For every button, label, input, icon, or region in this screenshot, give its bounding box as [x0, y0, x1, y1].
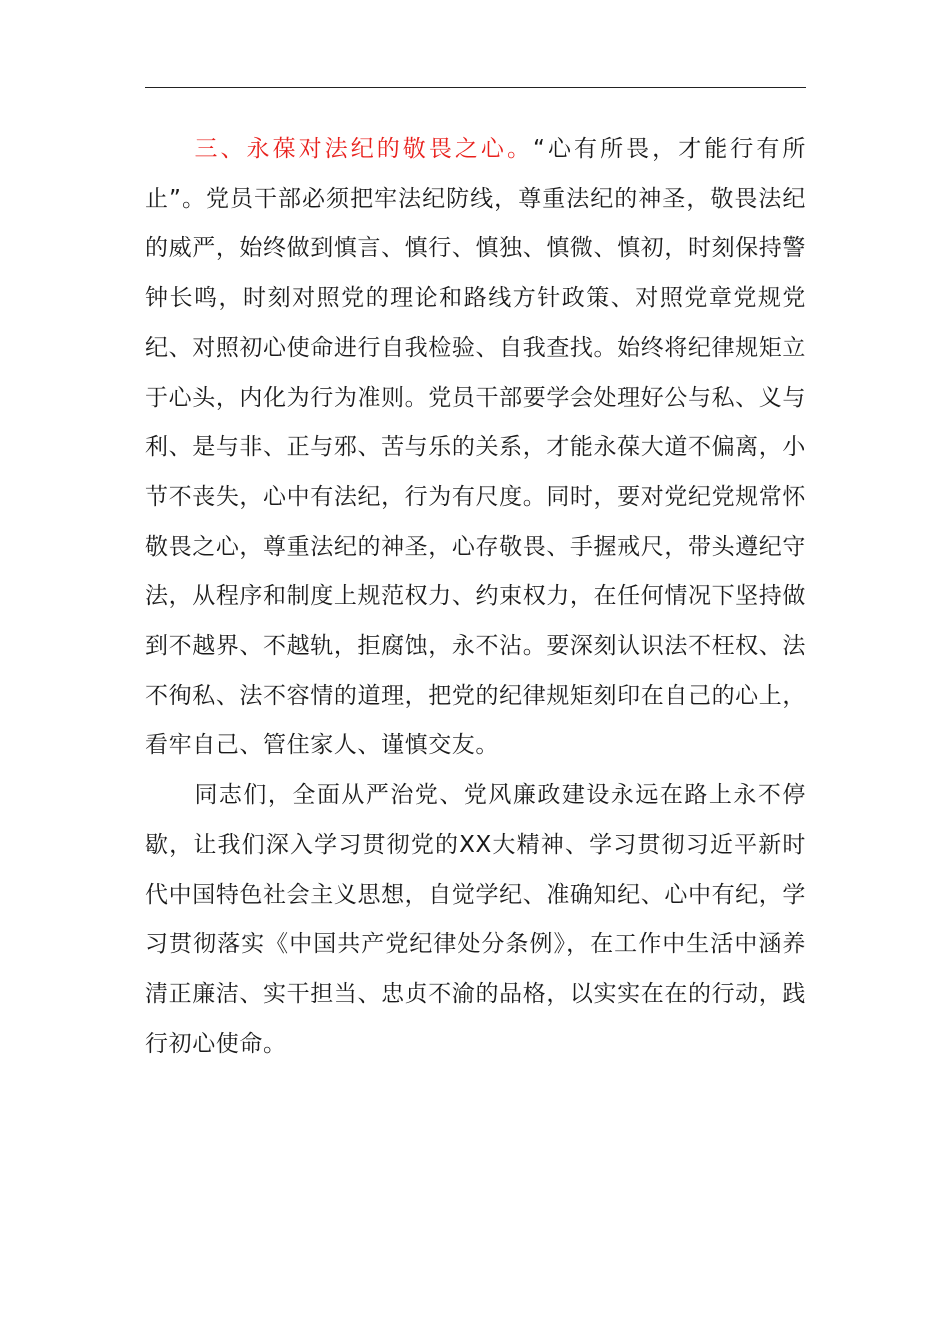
paragraph-closing — [145, 771, 806, 1069]
paragraph-text: “心有所畏，才能行有所止”。党员干部必须把牢法纪防线，尊重法纪的神圣，敬畏法纪的威严，始终做到慎言、慎行、慎独、慎微、慎初，时刻保持警钟长鸣，时刻对照党的理论和路线方针政策、对照党章党规党纪、对照初心使命进行自我检验、自我查找。始终将纪律规矩立于心头，内化为行为准则。党员干部要学会处理好公与私、义与利、是与非、正与邪、苦与乐的关系，才能永葆大道不偏离，小节不丧失，心中有法纪，行为有尺度。同时，要对党纪党规常怀敬畏之心，尊重法纪的神圣，心存敬畏、手握戒尺，带头遵纪守法，从程序和制度上规范权力、约束权力，在任何情况下坚持做到不越界、不越轨，拒腐蚀，永不沾。要深刻认识法不枉权、法不徇私、法不容情的道理，把党的纪律规矩刻印在自己的心上，看牢自己、管住家人、谨慎交友。 — [145, 136, 806, 759]
document-body — [145, 125, 806, 1069]
paragraph-discipline — [145, 125, 806, 771]
header-rule — [145, 87, 806, 88]
section-heading: 三、永葆对法纪的敬畏之心。 — [194, 136, 534, 162]
paragraph-text: 同志们，全面从严治党、党风廉政建设永远在路上永不停歇，让我们深入学习贯彻党的XX大精神、学习贯彻习近平新时代中国特色社会主义思想，自觉学纪、准确知纪、心中有纪，学习贯彻落实《中国共产党纪律处分条例》，在工作中生活中涵养清正廉洁、实干担当、忠贞不渝的品格，以实实在在的行动，践行初心使命。 — [145, 782, 806, 1057]
